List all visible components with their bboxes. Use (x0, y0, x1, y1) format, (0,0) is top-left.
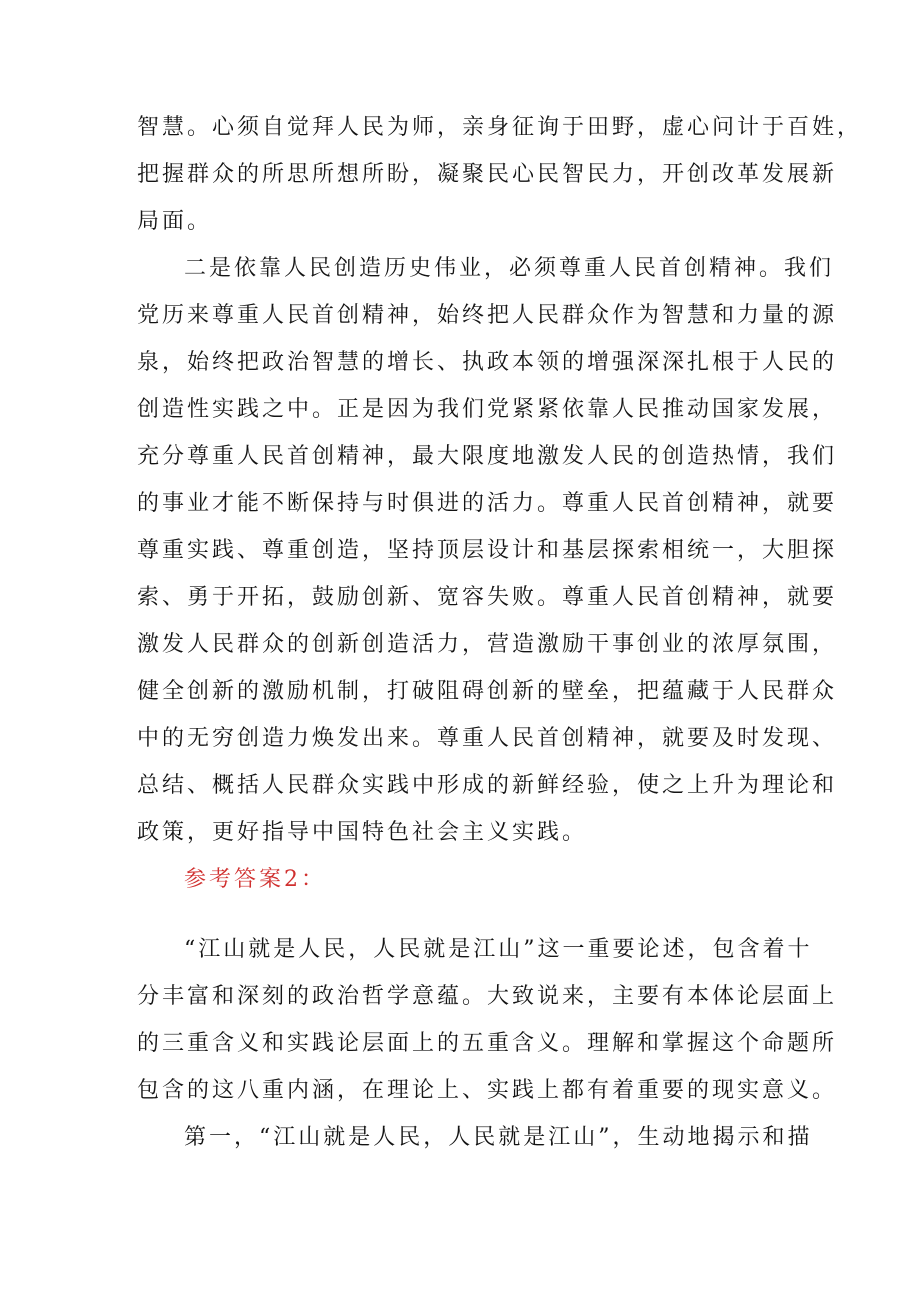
paragraph-line: 索、勇于开拓，鼓励创新、宽容失败。尊重人民首创精神，就要 (137, 585, 838, 610)
paragraph-line: 中的无穷创造力焕发出来。尊重人民首创精神，就要及时发现、 (137, 726, 838, 751)
paragraph-line: 健全创新的激励机制，打破阻碍创新的壁垒，把蕴藏于人民群众 (137, 679, 838, 704)
paragraph-line: “江山就是人民，人民就是江山”这一重要论述，包含着十 (184, 937, 813, 962)
paragraph-line: 局面。 (137, 209, 213, 234)
paragraph-line: 第一，“江山就是人民，人民就是江山”，生动地揭示和描 (184, 1125, 813, 1150)
paragraph-line: 的事业才能不断保持与时俱进的活力。尊重人民首创精神，就要 (137, 491, 838, 516)
paragraph-line: 泉，始终把政治智慧的增长、执政本领的增强深深扎根于人民的 (137, 350, 838, 375)
paragraph-line: 包含的这八重内涵，在理论上、实践上都有着重要的现实意义。 (137, 1078, 838, 1103)
paragraph-line: 总结、概括人民群众实践中形成的新鲜经验，使之上升为理论和 (137, 773, 838, 798)
paragraph-line: 激发人民群众的创新创造活力，营造激励干事创业的浓厚氛围， (137, 632, 838, 657)
paragraph-line: 二是依靠人民创造历史伟业，必须尊重人民首创精神。我们 (184, 256, 835, 281)
paragraph-line: 的三重含义和实践论层面上的五重含义。理解和掌握这个命题所 (137, 1031, 838, 1056)
paragraph-line: 充分尊重人民首创精神，最大限度地激发人民的创造热情，我们 (137, 444, 838, 469)
paragraph-line: 政策，更好指导中国特色社会主义实践。 (137, 820, 588, 845)
section-heading: 参考答案2： (184, 867, 326, 892)
paragraph-line: 分丰富和深刻的政治哲学意蕴。大致说来，主要有本体论层面上 (137, 984, 838, 1009)
paragraph-line: 党历来尊重人民首创精神，始终把人民群众作为智慧和力量的源 (137, 303, 838, 328)
paragraph-line: 把握群众的所思所想所盼，凝聚民心民智民力，开创改革发展新 (137, 162, 838, 187)
paragraph-line: 尊重实践、尊重创造，坚持顶层设计和基层探索相统一，大胆探 (137, 538, 838, 563)
paragraph-line: 智慧。心须自觉拜人民为师，亲身征询于田野，虚心问计于百姓， (137, 115, 863, 140)
paragraph-line: 创造性实践之中。正是因为我们党紧紧依靠人民推动国家发展， (137, 397, 838, 422)
